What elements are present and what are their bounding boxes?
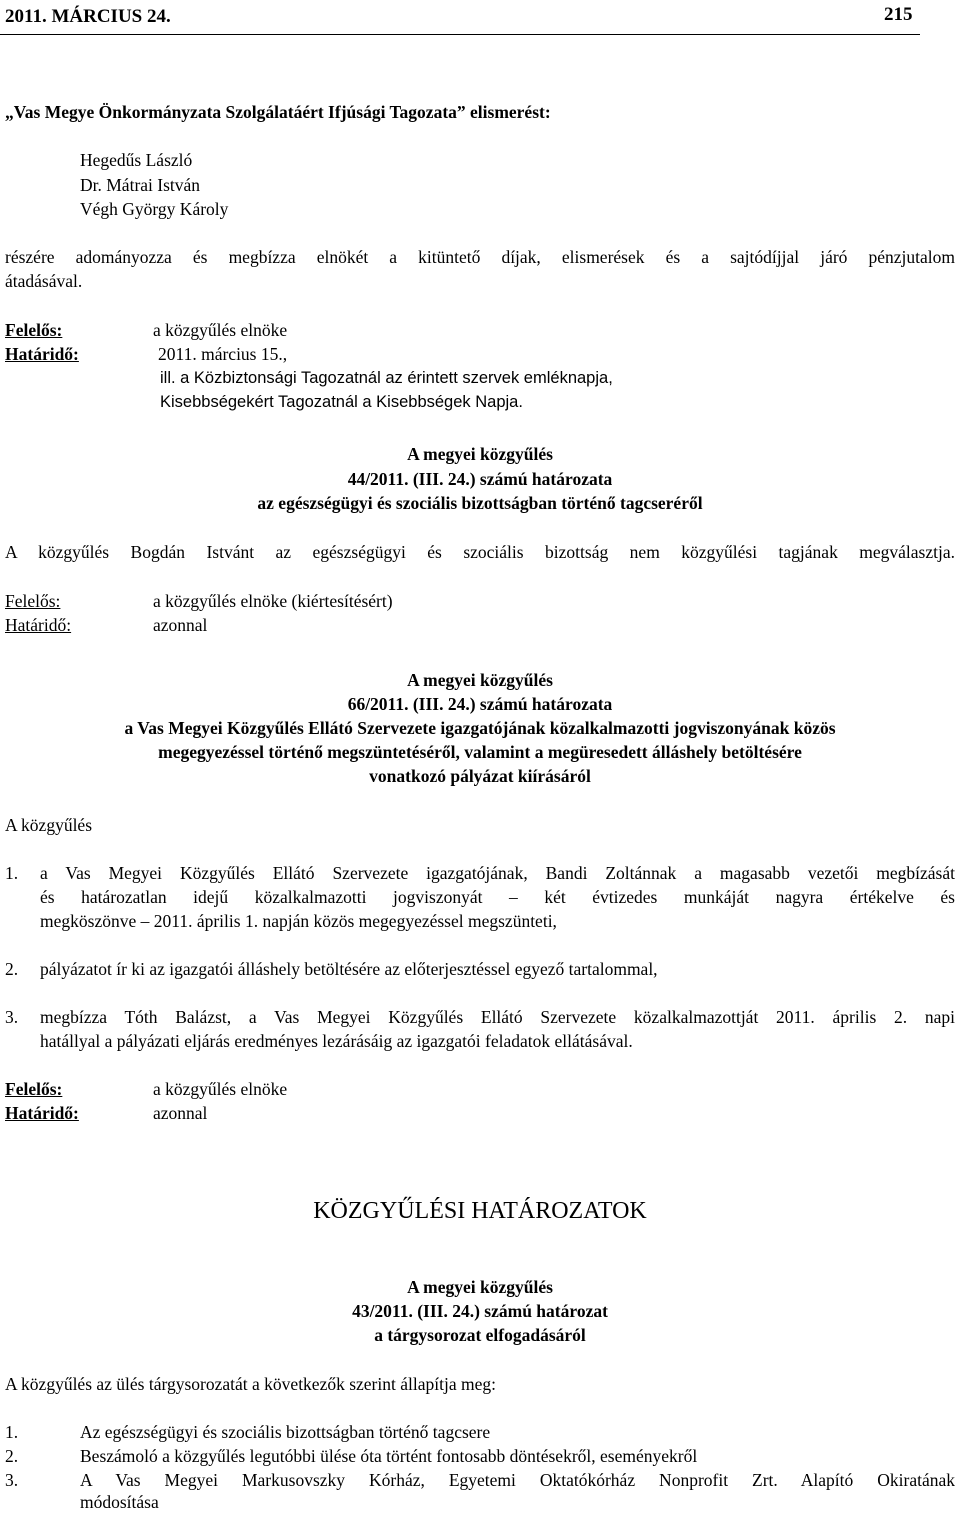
- res66-item-1-num: 1.: [5, 863, 19, 883]
- res66-felelos-value: a közgyűlés elnöke: [153, 1079, 288, 1099]
- award-hatarido-value: 2011. március 15.,: [158, 344, 288, 364]
- res43-item-1-text: Az egészségügyi és szociális bizottságban történő tagcsere: [80, 1422, 491, 1442]
- res43-heading-2: 43/2011. (III. 24.) számú határozat: [352, 1301, 608, 1321]
- res66-heading-5: vonatkozó pályázat kiírásáról: [369, 766, 591, 786]
- award-name-2: Dr. Mátrai István: [80, 175, 201, 195]
- award-felelos-label: Felelős:: [5, 320, 63, 340]
- res66-intro: A közgyűlés: [5, 815, 93, 835]
- award-hatarido-label: Határidő:: [5, 344, 79, 364]
- res66-item-2-num: 2.: [5, 959, 19, 979]
- res44-body: A közgyűlés Bogdán Istvánt az egészségügyi és szociális bizottság nem közgyűlési tagjának megválasztja.: [5, 542, 955, 562]
- res66-heading-4: megegyezéssel történő megszüntetéséről, valamint a megüresedett álláshely betöltésére: [158, 742, 802, 762]
- res44-heading-3: az egészségügyi és szociális bizottságban történő tagcseréről: [257, 493, 703, 513]
- res44-felelos-label: Felelős:: [5, 591, 61, 611]
- award-text-line1: részére adományozza és megbízza elnökét a kitüntető díjak, elismerések és a sajtódíjjal járó pénzjutalom: [5, 247, 955, 267]
- res43-intro: A közgyűlés az ülés tárgysorozatát a következők szerint állapítja meg:: [5, 1374, 496, 1394]
- header-date: 2011. MÁRCIUS 24.: [5, 6, 171, 27]
- award-hatarido-line3: Kisebbségekért Tagozatnál a Kisebbségek Napja.: [160, 393, 523, 411]
- res44-hatarido-value: azonnal: [153, 615, 208, 635]
- award-name-1: Hegedűs László: [80, 150, 193, 170]
- res43-heading-1: A megyei közgyűlés: [407, 1277, 553, 1297]
- res44-heading-1: A megyei közgyűlés: [407, 444, 553, 464]
- res66-item-1-line2: és határozatlan idejű közalkalmazotti jogviszonyát – két évtizedes munkáját nagyra értékelve és: [40, 887, 955, 907]
- res43-item-3-text2: módosítása: [80, 1492, 159, 1512]
- res66-hatarido-label: Határidő:: [5, 1103, 79, 1123]
- res43-item-3-text: A Vas Megyei Markusovszky Kórház, Egyetemi Oktatókórház Nonprofit Zrt. Alapító Okiratának: [80, 1470, 955, 1490]
- res44-heading-2: 44/2011. (III. 24.) számú határozata: [347, 469, 613, 489]
- res43-item-2-num: 2.: [5, 1446, 19, 1466]
- res66-hatarido-value: azonnal: [153, 1103, 208, 1123]
- res44-felelos-value: a közgyűlés elnöke (kiértesítésért): [153, 591, 393, 611]
- header-divider: [0, 34, 920, 35]
- award-felelos-value: a közgyűlés elnöke: [153, 320, 288, 340]
- award-text-line2: átadásával.: [5, 271, 83, 291]
- res66-item-1-line3: megköszönve – 2011. április 1. napján közös megegyezéssel megszünteti,: [40, 911, 557, 931]
- res44-hatarido-label: Határidő:: [5, 615, 72, 635]
- res66-heading-3: a Vas Megyei Közgyűlés Ellátó Szervezete igazgatójának közalkalmazotti jogviszonyának közös: [124, 718, 836, 738]
- res66-item-3-num: 3.: [5, 1007, 19, 1027]
- award-hatarido-line2: ill. a Közbiztonsági Tagozatnál az érintett szervek emléknapja,: [160, 369, 613, 387]
- res43-item-1-num: 1.: [5, 1422, 19, 1442]
- award-title: „Vas Megye Önkormányzata Szolgálatáért Ifjúsági Tagozata” elismerést:: [5, 102, 551, 122]
- res66-item-3-line1: megbízza Tóth Balázst, a Vas Megyei Közgyűlés Ellátó Szervezete közalkalmazottját 2011. április 2. napi: [40, 1007, 955, 1027]
- res43-heading-3: a tárgysorozat elfogadásáról: [374, 1325, 586, 1345]
- res43-item-2-text: Beszámoló a közgyűlés legutóbbi ülése óta történt fontosabb döntésekről, eseményekről: [80, 1446, 698, 1466]
- award-name-3: Végh György Károly: [80, 199, 229, 219]
- res66-felelos-label: Felelős:: [5, 1079, 63, 1099]
- res66-item-3-line2: hatállyal a pályázati eljárás eredményes lezárásáig az igazgatói feladatok ellátásával.: [40, 1031, 633, 1051]
- res66-heading-1: A megyei közgyűlés: [407, 670, 553, 690]
- page-number: 215: [884, 4, 913, 25]
- section-title: KÖZGYŰLÉSI HATÁROZATOK: [313, 1198, 647, 1224]
- res66-item-1-line1: a Vas Megyei Közgyűlés Ellátó Szervezete igazgatójának, Bandi Zoltánnak a magasabb vezetői megbízását: [40, 863, 955, 883]
- res43-item-3-num: 3.: [5, 1470, 19, 1490]
- res66-item-2-line1: pályázatot ír ki az igazgatói álláshely betöltésére az előterjesztéssel egyező tartalommal,: [40, 959, 658, 979]
- res66-heading-2: 66/2011. (III. 24.) számú határozata: [347, 694, 613, 714]
